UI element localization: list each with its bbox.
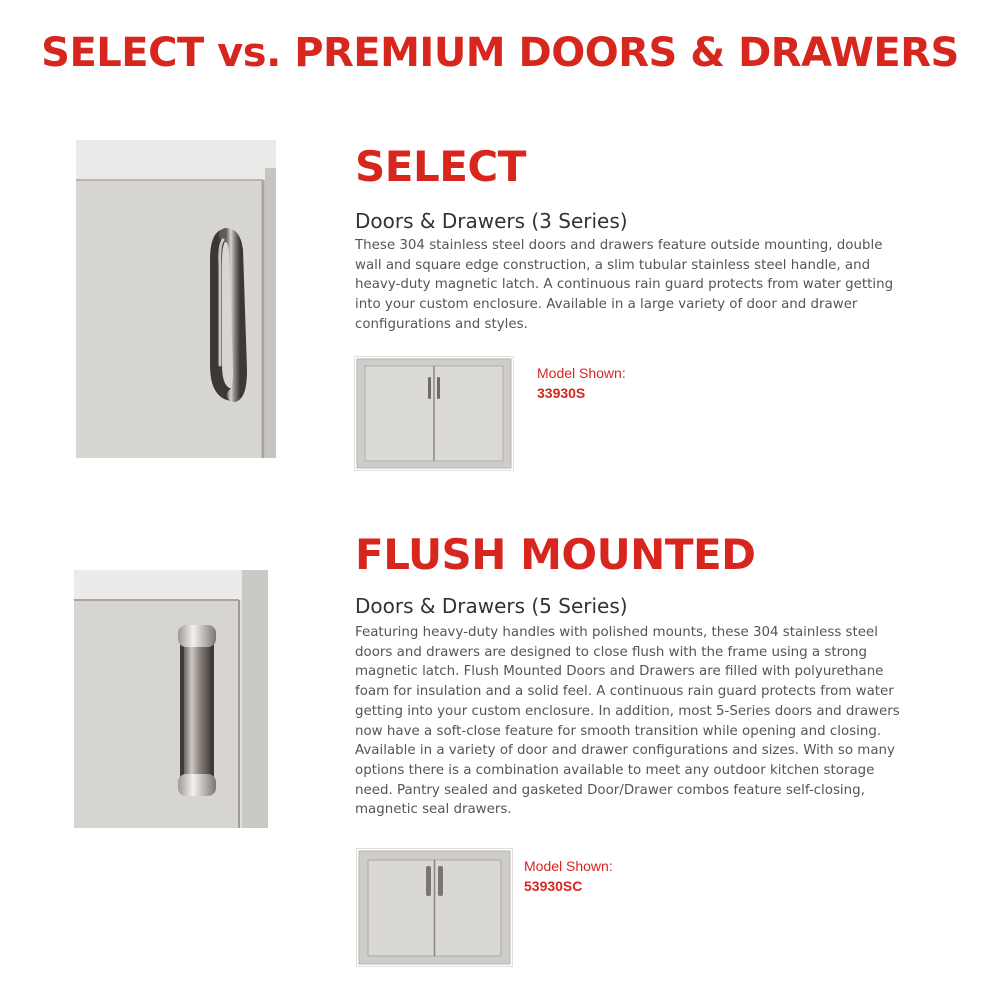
- flush-mounted-section: [0, 530, 1000, 980]
- section-heading: SELECT: [355, 142, 526, 191]
- model-shown-label: [537, 363, 626, 403]
- tubular-handle-closeup-icon: [76, 140, 276, 458]
- page-title: SELECT vs. PREMIUM DOORS & DRAWERS: [41, 30, 959, 76]
- section-subheading: Doors & Drawers (3 Series): [355, 209, 628, 233]
- model-shown-label: [524, 856, 613, 896]
- model-number: 53930SC: [524, 878, 583, 894]
- model-shown-caption: Model Shown:: [524, 858, 613, 874]
- section-description: Featuring heavy-duty handles with polished mounts, these 304 stainless steel doors and drawers are designed to close flush with the frame using a strong magnetic latch. Flush Mounted Doors and Drawers are filled with polyurethane foam for insulation and a solid feel. A continuous rain guard protects from water getting into your custom enclosure. In addition, most 5-Series doors and drawers now have a soft-close feature for smooth transition while opening and closing. Available in a variety of door and drawer configurations and sizes. With so many options there is a combination available to meet any outdoor kitchen storage need. Pantry sealed and gasketed Door/Drawer combos feature self-closing, magnetic seal drawers.: [355, 625, 900, 818]
- polished-mount-handle-closeup-icon: [74, 570, 268, 828]
- section-description: These 304 stainless steel doors and drawers feature outside mounting, double wall and square edge construction, a slim tubular stainless steel handle, and heavy-duty magnetic latch. A continuous rain guard protects from water getting into your custom enclosure. Available in a large variety of door and drawer configurations and styles.: [355, 238, 894, 332]
- model-number: 33930S: [537, 385, 586, 401]
- double-door-3-series-icon: [354, 356, 514, 471]
- double-door-5-series-icon: [356, 848, 513, 967]
- select-section: [0, 140, 1000, 480]
- section-subheading: Doors & Drawers (5 Series): [355, 594, 628, 618]
- model-shown-caption: Model Shown:: [537, 365, 626, 381]
- section-heading: FLUSH MOUNTED: [355, 530, 756, 579]
